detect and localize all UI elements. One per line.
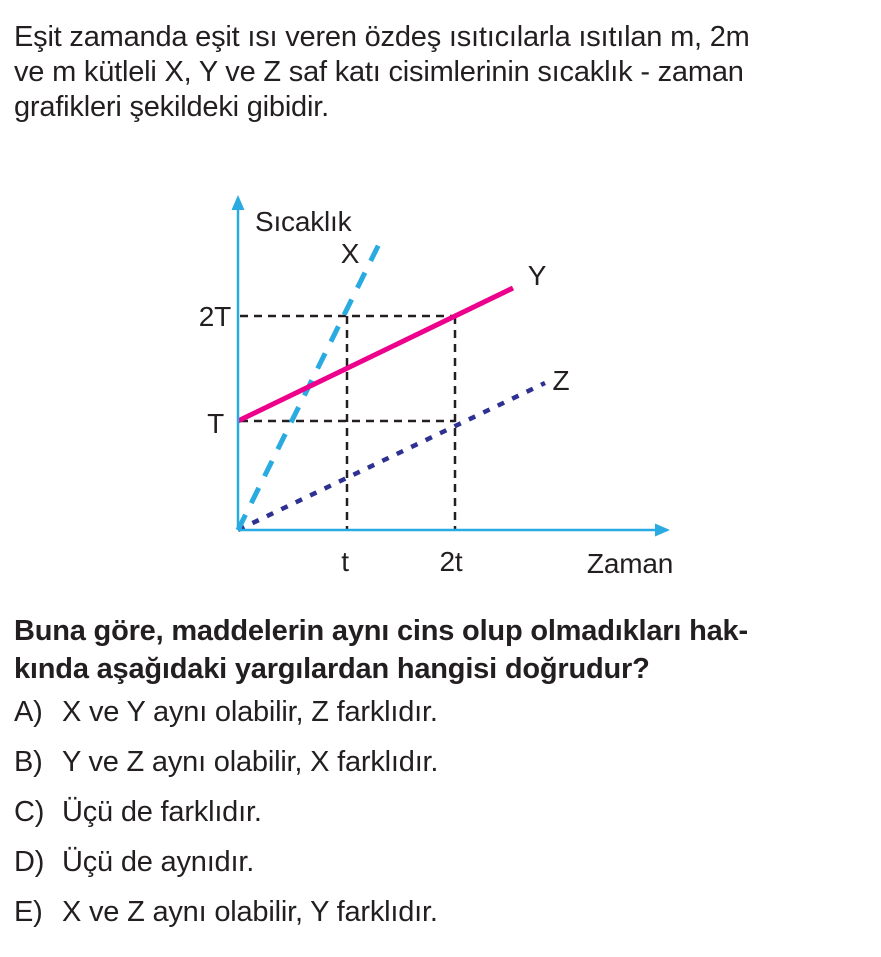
series-y-label: Y bbox=[527, 260, 547, 291]
intro-line: ve m kütleli X, Y ve Z saf katı cisimlerinin sıcaklık - zaman bbox=[14, 56, 744, 88]
intro-line: grafikleri şekildeki gibidir. bbox=[14, 91, 329, 123]
option-letter: D) bbox=[14, 846, 45, 878]
option-letter: B) bbox=[14, 746, 43, 778]
y-axis-title: Sıcaklık bbox=[255, 206, 352, 237]
question-prompt bbox=[14, 612, 874, 688]
option-letter: C) bbox=[14, 796, 45, 828]
option-letter: A) bbox=[14, 696, 43, 728]
prompt-line: Buna göre, maddelerin aynı cins olup olmadıkları hak- bbox=[14, 615, 748, 647]
y-tick-2T: 2T bbox=[198, 301, 231, 332]
y-axis-arrow-icon bbox=[232, 195, 245, 210]
x-tick-t: t bbox=[341, 546, 349, 577]
option-text: Üçü de aynıdır. bbox=[62, 846, 255, 878]
x-axis-title: Zaman bbox=[586, 548, 674, 579]
option-row-a bbox=[14, 698, 874, 727]
question-intro bbox=[14, 20, 874, 125]
prompt-line: kında aşağıdaki yargılardan hangisi doğrudur? bbox=[14, 653, 650, 685]
option-letter: E) bbox=[14, 896, 43, 928]
options-list bbox=[14, 698, 874, 948]
option-text: X ve Y aynı olabilir, Z farklıdır. bbox=[62, 696, 438, 728]
intro-line: Eşit zamanda eşit ısı veren özdeş ısıtıcılarla ısıtılan m, 2m bbox=[14, 21, 750, 53]
y-tick-T: T bbox=[207, 408, 224, 439]
option-row-d bbox=[14, 848, 874, 877]
option-text: Y ve Z aynı olabilir, X farklıdır. bbox=[62, 746, 439, 778]
series-z-label: Z bbox=[552, 365, 570, 396]
option-row-b bbox=[14, 748, 874, 777]
option-text: Üçü de farklıdır. bbox=[62, 796, 262, 828]
graph-svg bbox=[180, 193, 700, 593]
series-x-label: X bbox=[340, 238, 360, 269]
x-axis-arrow-icon bbox=[655, 524, 670, 537]
option-text: X ve Z aynı olabilir, Y farklıdır. bbox=[62, 896, 438, 928]
option-row-e bbox=[14, 898, 874, 927]
series-y-line bbox=[238, 288, 513, 421]
option-row-c bbox=[14, 798, 874, 827]
x-tick-2t: 2t bbox=[439, 546, 463, 577]
temperature-time-graph bbox=[180, 193, 700, 593]
series-z-line bbox=[238, 383, 545, 530]
